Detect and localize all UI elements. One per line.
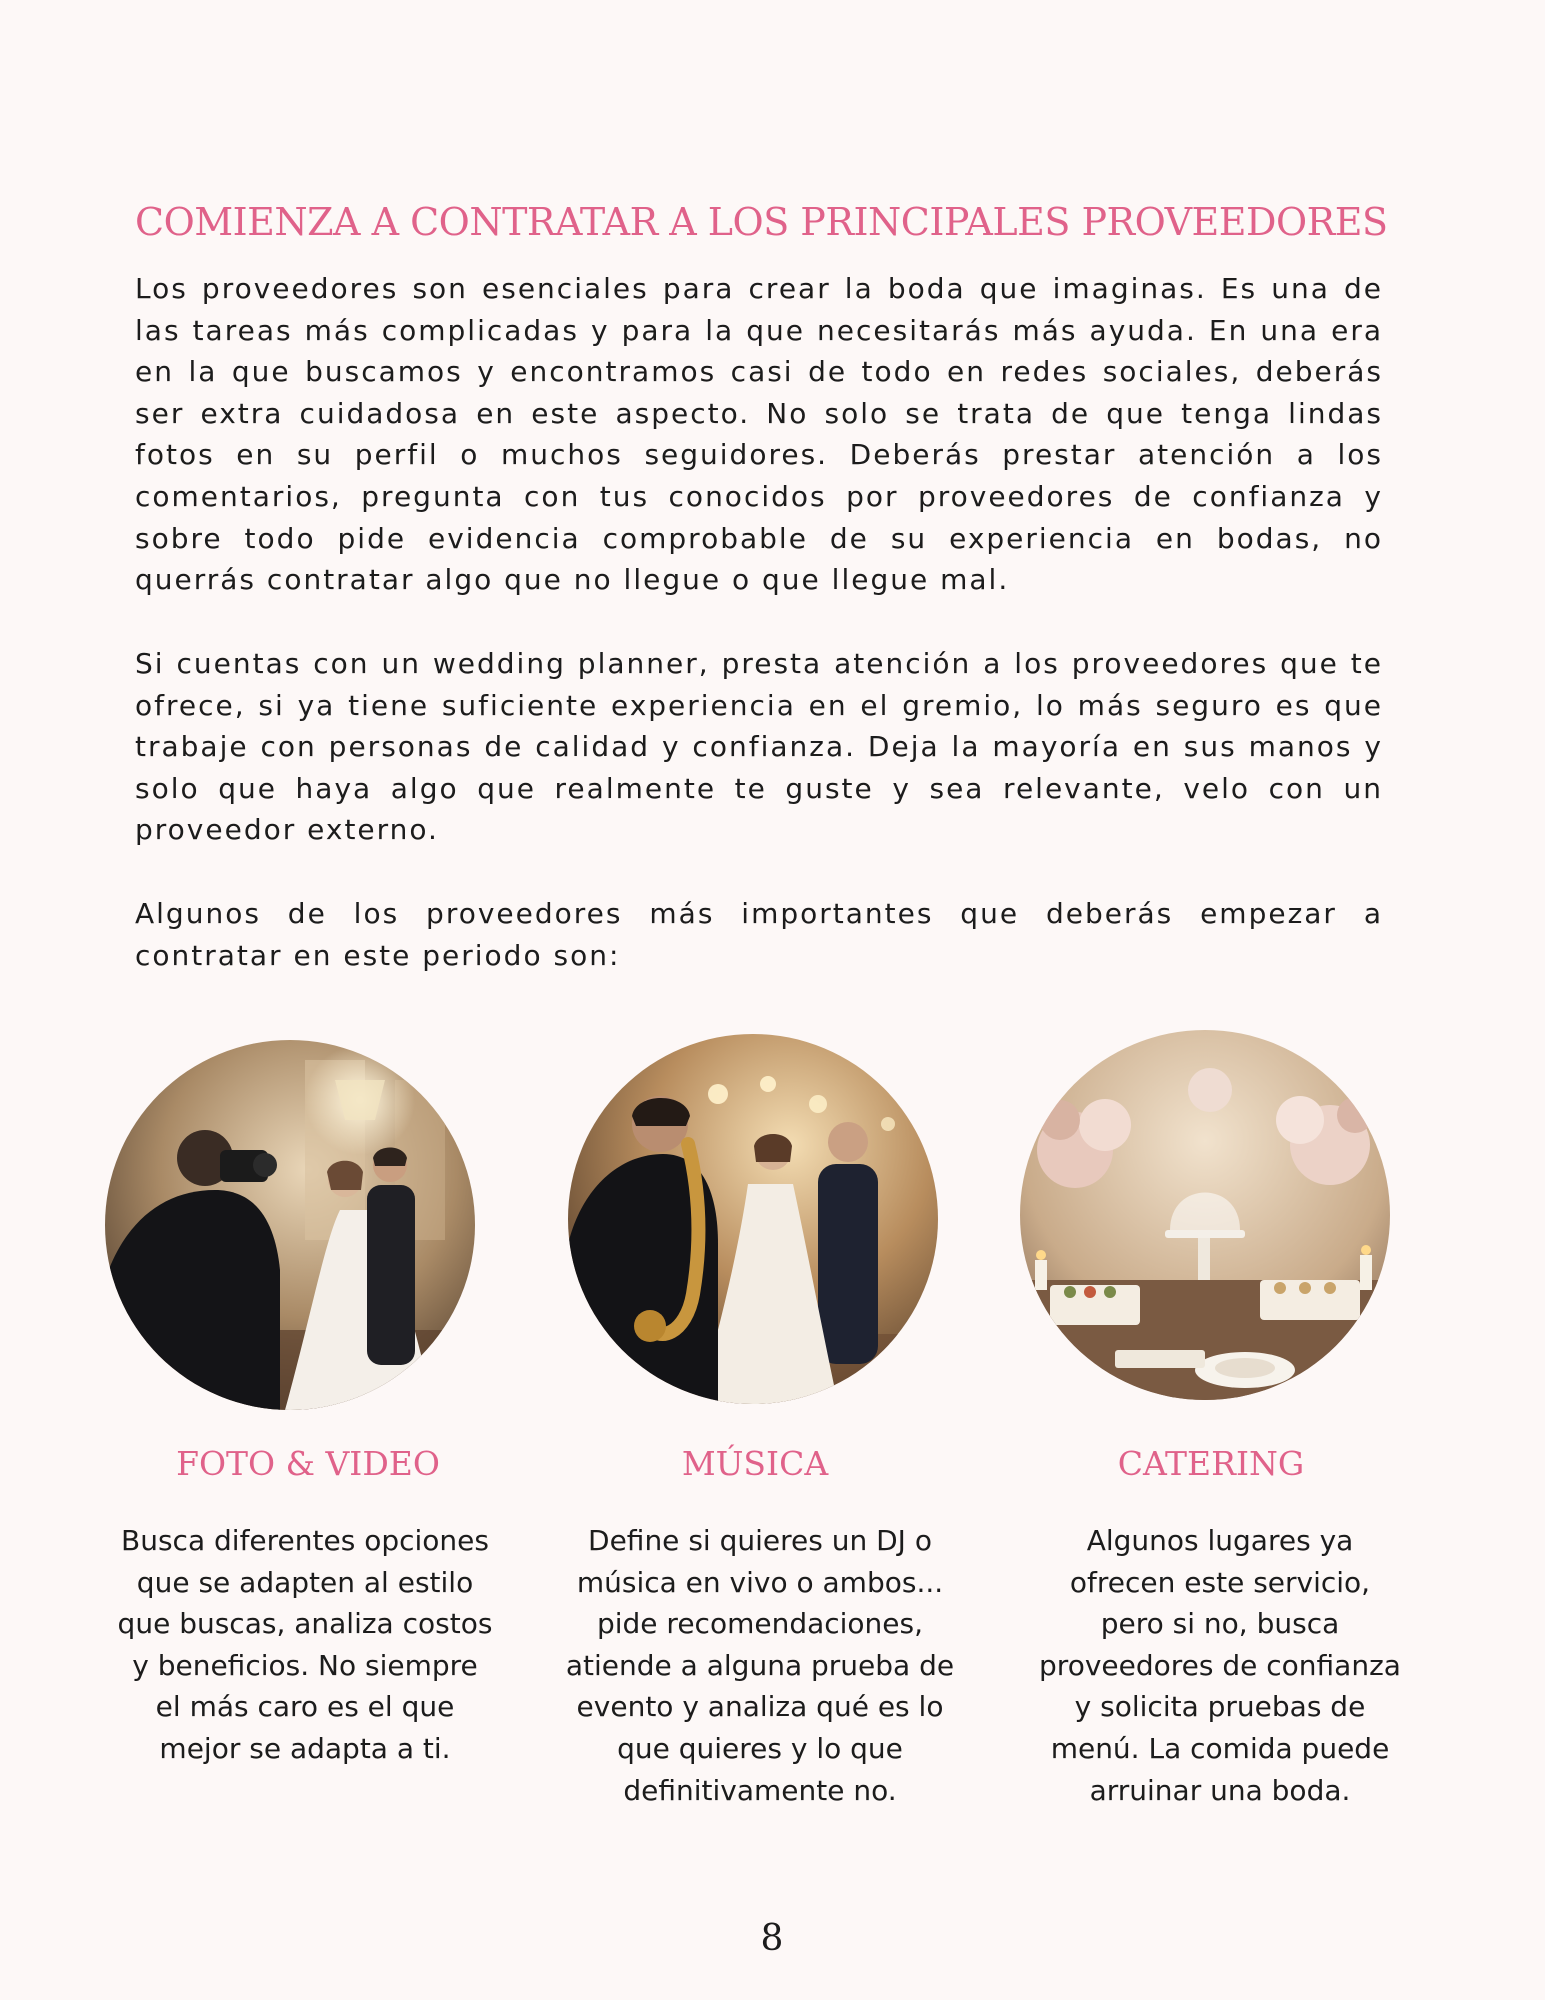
text-line: Busca diferentes opciones <box>121 1524 489 1557</box>
intro-paragraph: Los proveedores son esenciales para crear la boda que imaginas. Es una de las tareas más complicadas y para la que necesitarás más ayuda. En una era en la que buscamos y encontramos casi de todo en redes sociales, deberás ser extra cuidadosa en este aspecto. No solo se trata de que tenga lindas fotos en su perfil o muchos seguidores. Deberás prestar atención a los comentarios, pregunta con tus conocidos por proveedores de confianza y sobre todo pide evidencia comprobable de su experiencia en bodas, no querrás contratar algo que no llegue o que llegue mal. <box>135 272 1383 597</box>
text-line: ofrecen este servicio, <box>1069 1565 1371 1599</box>
text-line: y beneficios. No siempre <box>132 1648 478 1682</box>
text-line: que quieres y lo que <box>617 1731 903 1765</box>
text-line: definitivamente no. <box>623 1773 897 1807</box>
text-line: menú. La comida puede <box>1050 1731 1390 1765</box>
provider-text-catering <box>1015 1520 1425 1811</box>
provider-title-musica: MÚSICA <box>681 1444 829 1483</box>
text-line: música en vivo o ambos... <box>576 1565 944 1599</box>
page-number: 8 <box>760 1918 784 1959</box>
photo-video-image <box>105 1040 475 1410</box>
text-line: mejor se adapta a ti. <box>159 1731 451 1765</box>
text-line: pero si no, busca <box>1100 1607 1340 1641</box>
text-line: arruinar una boda. <box>1089 1773 1351 1807</box>
text-line: y solicita pruebas de <box>1074 1690 1366 1724</box>
text-line: evento y analiza qué es lo <box>576 1690 944 1724</box>
text-line: pide recomendaciones, <box>596 1607 924 1641</box>
provider-text-foto-video <box>100 1520 510 1770</box>
text-line: Algunos lugares ya <box>1086 1524 1354 1557</box>
musica-image <box>568 1034 938 1404</box>
provider-text-musica <box>555 1520 965 1811</box>
provider-title-foto-video: FOTO & VIDEO <box>176 1444 440 1483</box>
catering-image <box>1020 1030 1390 1400</box>
text-line: que se adapten al estilo <box>136 1565 474 1599</box>
text-line: Define si quieres un DJ o <box>588 1524 932 1557</box>
text-line: atiende a alguna prueba de <box>565 1648 955 1682</box>
text-line: el más caro es el que <box>155 1690 455 1724</box>
providers-intro-paragraph: Algunos de los proveedores más importantes que deberás empezar a contratar en este periodo son: <box>135 897 1383 972</box>
provider-title-catering: CATERING <box>1117 1444 1305 1483</box>
text-line: proveedores de confianza <box>1039 1648 1401 1682</box>
text-line: que buscas, analiza costos <box>117 1607 493 1641</box>
wedding-planner-paragraph: Si cuentas con un wedding planner, presta atención a los proveedores que te ofrece, si ya tiene suficiente experiencia en el gremio, lo más seguro es que trabaje con personas de calidad y confianza. Deja la mayoría en sus manos y solo que haya algo que realmente te guste y sea relevante, velo con un proveedor externo. <box>135 647 1383 847</box>
section-heading: COMIENZA A CONTRATAR A LOS PRINCIPALES PROVEEDORES <box>135 200 1388 244</box>
